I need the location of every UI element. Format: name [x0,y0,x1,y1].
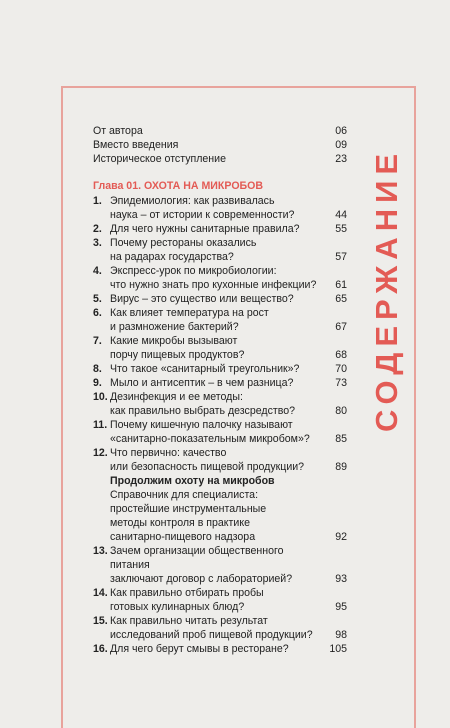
toc-entry [93,124,347,138]
toc-item [93,264,347,292]
page-number: 65 [335,293,347,305]
item-title: Дезинфекция и ее методы: как правильно выбрать дезсредство? [110,391,296,417]
item-title: Какие микробы вызывают порчу пищевых продуктов? [110,335,245,361]
toc-entry [93,152,347,166]
item-text [93,390,319,418]
page-number: 92 [335,531,347,543]
entry-title: Вместо введения [93,139,179,151]
page-number: 95 [335,601,347,613]
table-of-contents [93,124,347,656]
page-number: 09 [335,139,347,151]
page-number: 61 [335,279,347,291]
toc-item [93,418,347,446]
page-number: 57 [335,251,347,263]
toc-item [93,376,347,390]
item-text [93,418,319,446]
item-title: Мыло и антисептик – в чем разница? [110,377,294,389]
item-text [93,362,319,376]
page-number: 105 [329,643,347,655]
page-number: 68 [335,349,347,361]
toc-item [93,194,347,222]
page-number: 06 [335,125,347,137]
page-number: 93 [335,573,347,585]
toc-item [93,306,347,334]
item-text [93,264,319,292]
item-number: 8. [93,363,102,375]
item-number: 2. [93,223,102,235]
item-number: 11. [93,419,108,431]
entry-title: Историческое отступление [93,153,226,165]
toc-entry [93,138,347,152]
side-title: СОДЕРЖАНИЕ [369,147,405,433]
chapter-title: Глава 01. ОХОТА НА МИКРОБОВ [93,180,264,192]
item-text [93,334,319,362]
item-title: Почему кишечную палочку называют «санитарно-показательным микробом»? [110,419,310,445]
item-number: 16. [93,643,108,655]
toc-item [93,236,347,264]
item-number: 9. [93,377,102,389]
item-text [93,446,319,474]
item-text [93,236,319,264]
toc-item [93,446,347,474]
toc-item [93,544,347,586]
item-number: 6. [93,307,102,319]
toc-item [93,222,347,236]
item-number: 5. [93,293,102,305]
item-title: Что первично: качество или безопасность пищевой продукции? [110,447,305,473]
page-number: 89 [335,461,347,473]
item-title: Как правильно отбирать пробы готовых кулинарных блюд? [110,587,264,613]
item-title: Экспресс-урок по микробиологии: что нужно знать про кухонные инфекции? [110,265,317,291]
item-number: 4. [93,265,102,277]
item-title: Что такое «санитарный треугольник»? [110,363,300,375]
toc-item [93,390,347,418]
continue-title: Продолжим охоту на микробов [110,475,275,487]
item-number: 12. [93,447,108,459]
page-number: 55 [335,223,347,235]
toc-item [93,334,347,362]
toc-item [93,292,347,306]
item-text [93,642,319,656]
toc-item [93,362,347,376]
item-title: Как влияет температура на рост и размножение бактерий? [110,307,269,333]
item-number: 10. [93,391,108,403]
page-number: 85 [335,433,347,445]
page-number: 67 [335,321,347,333]
item-text [93,614,319,642]
item-text [93,194,319,222]
item-number: 7. [93,335,102,347]
page-number: 80 [335,405,347,417]
item-text [93,306,319,334]
toc-item [93,586,347,614]
toc-item [93,614,347,642]
item-title: Зачем организации общественного питания заключают договор с лабораторией? [110,545,293,585]
page-number: 44 [335,209,347,221]
item-title: Для чего берут смывы в ресторане? [110,643,289,655]
item-number: 15. [93,615,108,627]
reference-entry [110,488,347,544]
entry-title: От автора [93,125,143,137]
toc-item [93,642,347,656]
item-title: Вирус – это существо или вещество? [110,293,294,305]
item-number: 14. [93,587,108,599]
reference-title: Справочник для специалиста: простейшие инструментальные методы контроля в практике санитарно-пищевого надзора [110,489,267,543]
item-number: 13. [93,545,108,557]
page-number: 73 [335,377,347,389]
item-title: Почему рестораны оказались на радарах государства? [110,237,257,263]
item-text [93,376,319,390]
item-text [93,586,319,614]
item-number: 3. [93,237,102,249]
page-number: 70 [335,363,347,375]
item-text [93,292,319,306]
item-number: 1. [93,195,102,207]
item-text [93,222,319,236]
item-title: Как правильно читать результат исследований проб пищевой продукции? [110,615,313,641]
item-title: Эпидемиология: как развивалась наука – от истории к современности? [110,195,295,221]
page-number: 98 [335,629,347,641]
page-number: 23 [335,153,347,165]
item-title: Для чего нужны санитарные правила? [110,223,300,235]
item-text [93,544,319,586]
